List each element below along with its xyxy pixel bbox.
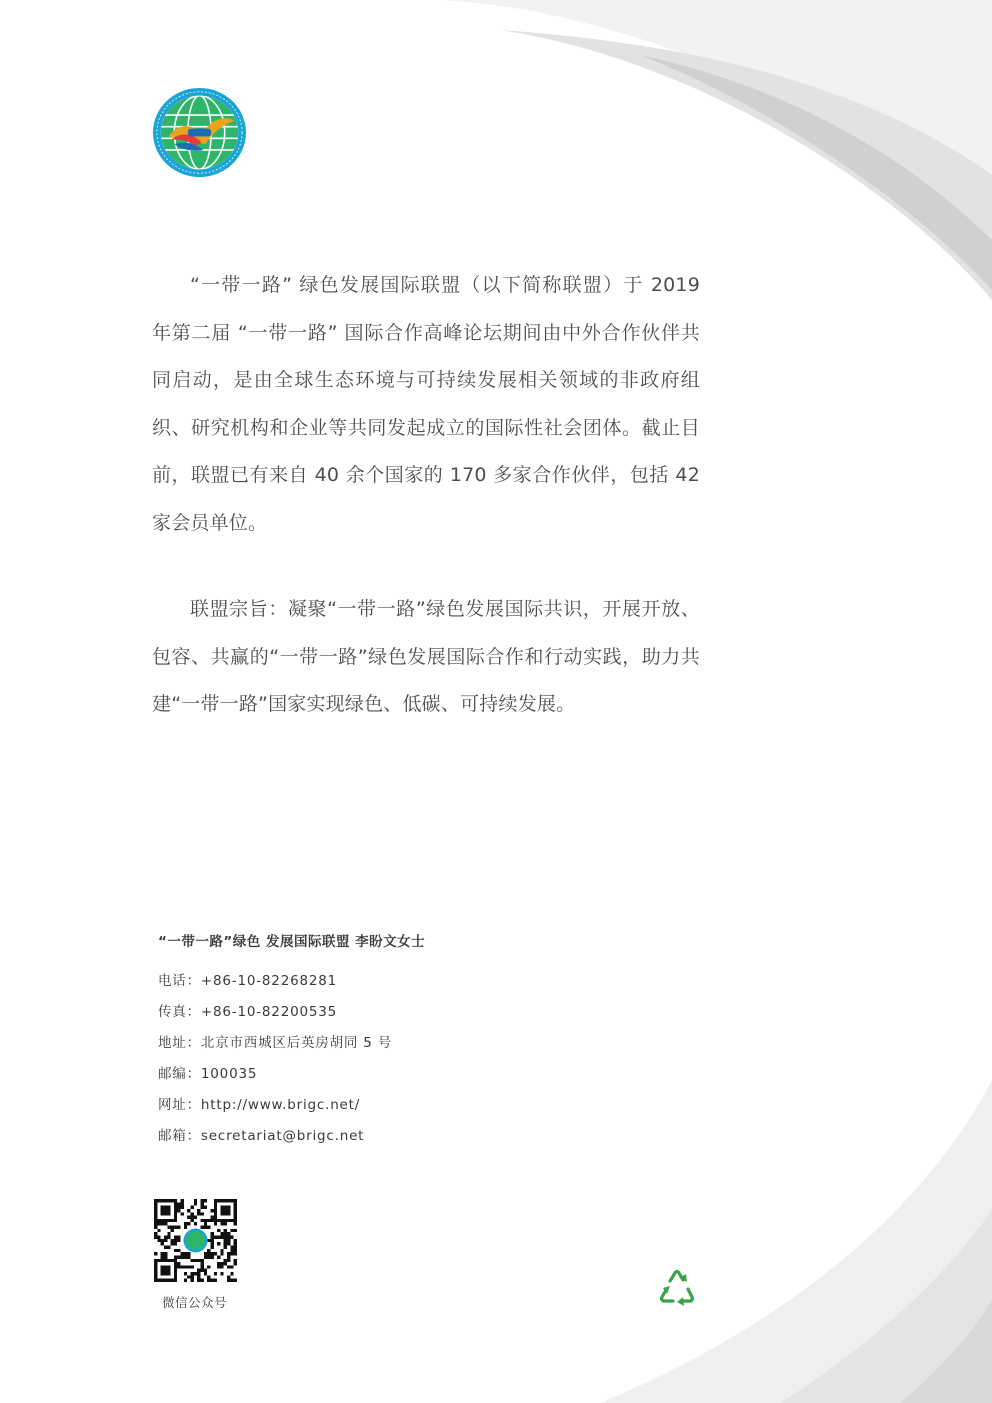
contact-website — [158, 1090, 425, 1121]
contact-address-label: 地址： — [158, 1035, 201, 1051]
qr-code-icon — [154, 1199, 237, 1282]
contact-fax-label: 传真： — [158, 1004, 201, 1020]
contact-postcode — [158, 1059, 425, 1090]
contact-title: “一带一路”绿色 发展国际联盟 李盼文女士 — [158, 934, 426, 950]
intro-paragraph-2-text: 联盟宗旨：凝聚“一带一路”绿色发展国际共识，开展开放、包容、共赢的“一带一路”绿色发展国际合作和行动实践，助力共建“一带一路”国家实现绿色、低碳、可持续发展。 — [152, 598, 700, 715]
brigc-logo — [151, 86, 248, 179]
intro-paragraph-2 — [152, 586, 700, 729]
qr-caption: 微信公众号 — [162, 1295, 228, 1310]
contact-website-link[interactable]: http://www.brigc.net/ — [200, 1097, 361, 1113]
intro-paragraph-1 — [152, 262, 700, 547]
contact-phone — [158, 966, 425, 997]
contact-block — [158, 930, 425, 1152]
recycle-icon — [655, 1267, 699, 1309]
contact-phone-value: +86-10-82268281 — [200, 973, 338, 989]
contact-website-label: 网址： — [158, 1097, 201, 1113]
contact-address — [158, 1028, 425, 1059]
contact-fax — [158, 997, 425, 1028]
contact-postcode-label: 邮编： — [158, 1066, 201, 1082]
contact-email-label: 邮箱： — [158, 1128, 201, 1144]
intro-paragraph-1-text: “一带一路” 绿色发展国际联盟（以下简称联盟）于 2019 年第二届 “一带一路” 国际合作高峰论坛期间由中外合作伙伴共同启动，是由全球生态环境与可持续发展相关领域的非政府组织、研究机构和企业等共同发起成立的国际性社会团体。截止目前，联盟已有来自 40 余个国家的 170 多家合作伙伴，包括 42 家会员单位。 — [152, 274, 700, 534]
contact-address-value: 北京市西城区后英房胡同 5 号 — [200, 1035, 393, 1051]
contact-email-link[interactable]: secretariat@brigc.net — [200, 1128, 365, 1144]
contact-postcode-value: 100035 — [200, 1066, 258, 1082]
contact-email — [158, 1121, 425, 1152]
contact-fax-value: +86-10-82200535 — [200, 1004, 338, 1020]
contact-phone-label: 电话： — [158, 973, 201, 989]
